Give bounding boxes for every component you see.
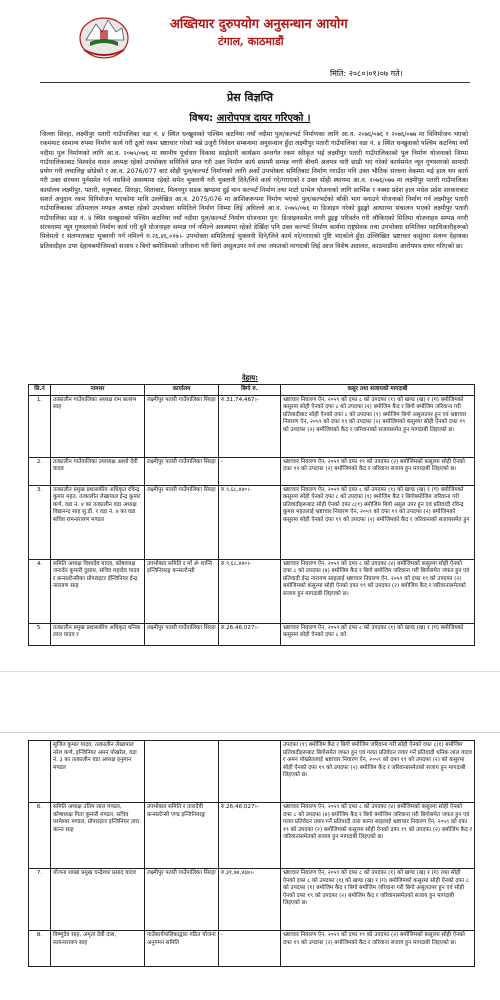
row-office: लक्ष्मीपुर पतारी गाउँपालिका सिरहा — [145, 395, 219, 457]
row-claim: भ्रष्टाचार निवारण ऐन, २०५९ को दफा ८ को उपदफा (१) को खण्ड (ख) र (ग) तथा सोही ऐनको दफा ८ को उपदफा (१) को खण्ड (ख) र (ग) बमोजिमको कसुरमा सोही ऐनको दफा ८ को उपदफा (१) बमोजिम कैद र बिगो बमोजिम जरिवाना गरी बिगो असुलउपर हुन एवं सोही ऐनको दफा १९ को उपदफा (२) बमोजिम कैद र जरिवानासमेतको सजाय हुन मागदाबी लिइएको छ। — [281, 869, 475, 931]
defendants-table-continued — [28, 740, 475, 967]
table-header-row — [29, 385, 475, 396]
subject-label: विषय: — [189, 113, 214, 124]
row-bigo: - — [219, 457, 281, 485]
row-office: लक्ष्मीपुर पतारी गाउँपालिका सिरहा — [145, 623, 219, 645]
page-gap — [0, 672, 500, 732]
row-claim: भ्रष्टाचार निवारण ऐन, २०५९ को दफा १९ को उपदफा (२) बमोजिमको कसुरमा सोही ऐनको दफा १९ को उपदफा (२) बमोजिमको कैद र जरिवाना सजाय हुन मागदाबी लिइएको छ। — [281, 457, 475, 485]
row-bigo — [219, 741, 281, 803]
table-row — [29, 485, 475, 559]
row-name: समिति अध्यक्ष उतिम लाल मण्डल, कोषाध्यक्ष गिता कुमारी मण्डल, सचिव परमेश्वर मण्डल, प्रोपराइटर इन्जिनियर तारा कान्त साह — [51, 803, 145, 869]
header-serial: सि.नं — [29, 385, 51, 396]
table-row — [29, 741, 475, 803]
table-row — [29, 457, 475, 485]
row-office: लक्ष्मीपुर पतारी गाउँपालिका सिरहा — [145, 485, 219, 559]
row-office: लक्ष्मीपुर पतारी गाउँपालिका सिरहा — [145, 457, 219, 485]
table-row — [29, 559, 475, 623]
details-title: देहाय: — [241, 374, 259, 382]
defendants-table — [28, 384, 475, 646]
row-bigo: रु.26,46,027।- — [219, 623, 281, 645]
header-name: नामथर — [51, 385, 145, 396]
row-name: तत्कालीन गाउँपालिका अध्यक्ष राम बल्लभ साह — [51, 395, 145, 457]
row-serial: 6. — [29, 803, 51, 869]
row-serial: 1. — [29, 395, 51, 457]
row-claim: भ्रष्टाचार निवारण ऐन, २०५९ को दफा ८ को उपदफा (४) बमोजिमको कसुरमा सोही ऐनको दफा ८ को उपदफा (४) बमोजिम कैद र बिगो बमोजिम जरिवाना गरी बिगोसमेत जफत हुन एवं प्रतिवादी ईन्द्र नारायण साहलाई भ्रष्टाचार निवारण ऐन, २०५९ को दफा १९ को उपदफा (२) बमोजिमको कसुरमा सोही ऐनको दफा १९ को उपदफा (२) बमोजिम कैद र जरिवानासमेतको सजाय हुन मागदाबी लिइएको छ। — [281, 559, 475, 623]
press-date: मिति: २०८०।०१।०७ गते। — [330, 69, 403, 78]
table-row — [29, 869, 475, 931]
table-row — [29, 395, 475, 457]
header-claim: कसुर तथा सजायको मागदाबी — [281, 385, 475, 396]
row-claim: भ्रष्टाचार निवारण ऐन, २०५९ को दफा ८ को उपदफा (१) को खण्ड (ख) र (ग) बमोजिमको कसुरमा सोही ऐनको दफा ८ को — [281, 623, 475, 645]
org-title: अख्तियार दुरुपयोग अनुसन्धान आयोग — [170, 17, 348, 32]
row-serial — [29, 741, 51, 803]
row-claim: भ्रष्टाचार निवारण ऐन, २०५९ को दफा ८ को उपदफा (१) को खण्ड (ख) र (ग) बमोजिमको कसुरमा सोही ऐनको दफा ८ को उपदफा (१) बमोजिम कैद र बिगो बमोजिम जरिवाना गरी प्रतिवादीबाट सोही ऐनको दफा ८ को उपदफा (१) बमोजिम बिगो असुलउपर हुन एवं भ्रष्टाचार निवारण ऐन, २०५९ को दफा १९ को उपदफा (२) बमोजिमको कसुरमा सोही ऐनको दफा १९ को उपदफा (२) बमोजिमको कैद र जरिवानाको सजायसमेत हुन मागदाबी लिइएको छ। — [281, 395, 475, 457]
header-bigo: बिगो रु. — [219, 385, 281, 396]
row-bigo: रु.३१,७४,४६७।- — [219, 869, 281, 931]
letterhead — [40, 8, 470, 70]
row-name: समिति अध्यक्ष विश्वदेव यादव, कोषाध्यक्ष जनार्दन कुमारी दुसाध, सचिव महादेव यादव र कन्सल्टेन्सीका प्रोपराइटर ईन्जिनियर ईन्द्र नारायण साह — [51, 559, 145, 623]
row-bigo: रु.९,६८,४४०।- — [219, 485, 281, 559]
row-claim: भ्रष्टाचार निवारण ऐन, २०५९ को दफा ८ को उपदफा (४) बमोजिमको कसुरमा सोही ऐनको दफा ८ को उपदफा (४) बमोजिम कैद र बिगो बमोजिम जरिवाना गरी बिगोसमेत जफत हुन एवं गलत प्रतिवेदन तयार गर्ने प्रतिवादी तारा कान्त साहलाई भ्रष्टाचार निवारण ऐन, २०५९ को दफा १९ को उपदफा (२) बमोजिमको कसुरमा सोही ऐनको दफा १९ को उपदफा (२) बमोजिम कैद र जरिवानासमेतको सजाय हुन मागदाबी लिइएको छ। — [281, 803, 475, 869]
header-office: कार्यालय — [145, 385, 219, 396]
press-release-title: प्रेस विज्ञप्ति — [226, 91, 274, 104]
row-name: विष्णुदेव साह, अमृता देवी दास, सत्यनारायण साह — [51, 931, 145, 967]
header-divider — [40, 82, 470, 83]
row-name: योजना शाखा प्रमुख चन्द्रेश्वर प्रसाद यादव — [51, 869, 145, 931]
row-claim: भ्रष्टाचार निवारण ऐन, २०५९ को दफा ८ को उपदफा (१) को खण्ड (ख) र (ग) बमोजिमको कसुरमा सोही ऐनको दफा ८ को उपदफा (१) बमोजिम कैद र बिगोबमोजिम जरिवाना गरी प्रतिवादीहरूबाट सोही ऐनको दफा ८(१) बमोजिम बिगो असुल उपर हुन एवं प्रतिवादी रविन्द्र कुमार महतलाई भ्रष्टाचार निवारण ऐन, २०५९ को दफा १९ को उपदफा (२) बमोजिमको कसुरमा सोही ऐनको दफा १९ को उपदफा (२) बमोजिमको कैद र जरिवानाको सजायसमेत हुन — [281, 485, 475, 559]
row-bigo: रु.९,६८,४४०।- — [219, 559, 281, 623]
row-office: उपभोक्ता समिति र तारादेवी कन्सल्टेन्सी एण्ड इन्जिनियरङ्ग — [145, 803, 219, 869]
row-office: लक्ष्मीपुर पतारी गाउँपालिका सिरहा — [145, 869, 219, 931]
row-claim: उपदफा (१) बमोजिम कैद र बिगो बमोजिम जरिवाना गरी सोही ऐनको दफा ८(१) बमोजिम प्रतिवादीहरूबाट बिगोसमेत जफत हुन एवं गलत प्रतिवेदन तयार गर्ने प्रतिवादी धनिक लाल यादव र अमन पोखरेललाई भ्रष्टाचार निवारण ऐन, २०५९ को दफा १९ को उपदफा (२) को कसुरमा सोही ऐनको दफा १९ को उपदफा (२) बमोजिम कैद र जरिवानासमेतको सजाय हुन मागदाबी लिइएको छ। — [281, 741, 475, 803]
org-place: टंगाल, काठमाडौं — [218, 35, 284, 48]
row-serial: 2. — [29, 457, 51, 485]
row-office: उपभोक्ता समिति र माँ ॐ शान्ति इन्जिनियरङ्ग कन्सल्टेन्सी — [145, 559, 219, 623]
row-name: तत्कालीन प्रमुख प्रशासकीय अधिकृत रविन्द्र कुमार महत, तत्कालीन लेखापाल ईन्द्र कुमार कर्ण, वडा नं. ४ का तत्कालीन वडा अध्यक्ष विद्यानन्द साह सु.डी. र वडा नं. ४ का वडा सचिव रामनारायण मण्डल — [51, 485, 145, 559]
row-serial: 8. — [29, 931, 51, 967]
row-bigo: रु.26,46,027।- — [219, 803, 281, 869]
row-serial: 3. — [29, 485, 51, 559]
row-serial: 4. — [29, 559, 51, 623]
press-body-paragraph: जिल्ला सिरहा, लक्ष्मीपुर पतारी गाउँपालिका वडा नं. ४ स्थित धन्खुवाको पश्चिम कटनिया नयाँ नदीमा पुल/कल्भर्ट निर्माणका लागि आ.व. २०७६/०७६ र २०७६/०७७ मा विनियोजन भएको रकममाट सामान्य रुपमा निर्माण कार्य गरी ठूलो रकम भ्रष्टाचार गरेको भन्ने उजुरी निवेदन सम्बन्धमा अनुसन्धान हुँदा लक्ष्मीपुर पतारी गाउँपालिका वडा नं. ४ स्थित धन्खुवाको पश्चिम कटनिया नयाँ नदीमा पुल निर्माणको लागि आ.व. २०७५/०७६ मा स्थानीय पूर्वाधार विकास साझेदारी कार्यक्रम अन्तर्गत रकम स्वीकृत भई लक्ष्मीपुर पतारी गाउँपालिकाको पुल निर्माण योजनाको जिम्मा गाउँपालिकाबाट विश्वदेव यादव अध्यक्ष रहेको उपभोक्ता समितिले प्राप्त गरी उक्त निर्माण कार्य समयमै सम्पन्न नगरी बीचमै अलपत्र पारी छाडी भए गरेको कार्यसमेत न्यून गुणस्तरको सामाग्री प्रयोग गरी लथालिङ्ग छोडेको र आ.व. 2076/077 बाट सोही पुल/कल्भर्ट निर्माणको लागि अर्को उपभोक्ता समितिबाट निर्माण गराउँदा पनि उक्त भौतिक संरचना वेकम्मा भई हाल थप कार्य गरी उक्त संरचना पुर्नसमेत गर्न नसकिने अवस्थामा रहेको समेत भुक्तानी गरी भुक्तानी दिने/लिने कार्य गरे/गराएको र उक्त सोही स्थानमा आ.व. २०७६/०७७ मा लक्ष्मीपुर पतारी गाउँपालिका कार्यालय लक्ष्मीपुर, पतारी, धनुषबाट, सिराहा, सिताबाट, मिलनपुर सडक खण्डमा दुई थान कल्भर्ट निर्माण तथा माटो ग्राभेल योजनाको लागि सार्भिक र नक्सा प्रदेश हाल मधेश प्रदेश सरकारबाट सशर्त अनुदान रकम विनियोजन भएकोमा माथि उल्लेखित आ.व. 2075/076 मा आंशिकरूपमा निर्माण भएको पुल/कल्भर्टको बाँकी भाग बनाउने योजनाको निर्माण गर्न लक्ष्मीपुर पतारी गाउँपालिकाका उतिमलाल मण्डल अध्यक्ष रहेको उपभोक्ता समितिले निर्माण जिम्मा लिई अघिल्लो आ.व. २०७५/०७६ मा डिजाइन गरेको डुइङ्को आधारमा संचालन भएको लक्ष्मीपुर पतारी गाउँपालिका वडा नं. ४ स्थित धन्खुवाको पश्चिम कटनिया नयाँ नदीमा पुल/कल्भर्ट निर्माण योजनामा पुन: डिजाइनसमेत नगरी डुइङ्ग परिवर्तन गरी लौकिएको मितिमा योजनाहरु सम्पन्न नगरी संरचनामा न्यून गुणस्तरको निर्माण कार्य गरी दुवै योजनाहरु सम्पन्न गर्न नमिल्ने अवस्थामा रहेको देखिँदा पनि उक्त कल्भर्ट निर्माण कार्यमा राष्ट्रसेवक तथा उपभोक्ता समितिका पदाधिकारीहरूको मिलेमतो र संलग्नताबाट भुक्तानी गर्न नमिल्ने रु.२६,४६,०२७।- उपभोक्ता समितिलाई भुक्तानी दिने/लिने कार्य गरे/गराएको पुष्टि भएकोले हुँदा उल्लिखित भ्रष्टाचार कसुरमा संलग्न देहायका प्रतिवादीहरु उपर देहायबमोजिमको सजाय र बिगो बमोजिमको जरिवाना गरी बिगो असुलउपर गर्न तथा जफतको मागदाबी लिई आज विशेष अदालत, काठमाडौंमा आरोपपत्र दायर गरिएको छ। — [40, 131, 469, 250]
row-claim: भ्रष्टाचार निवारण ऐन, २०५९ को दफा १९ को उपदफा (२) बमोजिमको कसुरमा सोही ऐनको दफा १९ को उपदफा (२) बमोजिमको कैद र जरिवाना सजाय हुन मागदाबी लिइएको छ। — [281, 931, 475, 967]
subject-line — [0, 110, 500, 124]
row-bigo: - — [219, 931, 281, 967]
subject-text: आरोपपत्र दायर गरिएको । — [216, 113, 311, 124]
table-row — [29, 803, 475, 869]
row-office — [145, 741, 219, 803]
row-bigo: रु.31,74,467।- — [219, 395, 281, 457]
nepal-emblem-icon — [76, 10, 132, 62]
row-office: गाउँकार्यपालिकाद्वारा गठित योजना अनुगमन समिति — [145, 931, 219, 967]
row-name: तत्कालीन गाउँपालिका उपाध्यक्ष आशो देवी यादव — [51, 457, 145, 485]
table-row — [29, 931, 475, 967]
row-serial: 5. — [29, 623, 51, 645]
row-serial: 7. — [29, 869, 51, 931]
table-row — [29, 623, 475, 645]
row-name: तत्कालीन प्रमुख प्रशासकीय अधिकृत धनिक लाल यादव र — [51, 623, 145, 645]
row-name: सुजित कुमार यादव, तत्कालीन लेखापाल नरेश कर्ण, इन्जिनियर अमन पोखरेल, वडा नं. ३ का तत्कालीन वडा अध्यक्ष हनुमान मण्डल — [51, 741, 145, 803]
